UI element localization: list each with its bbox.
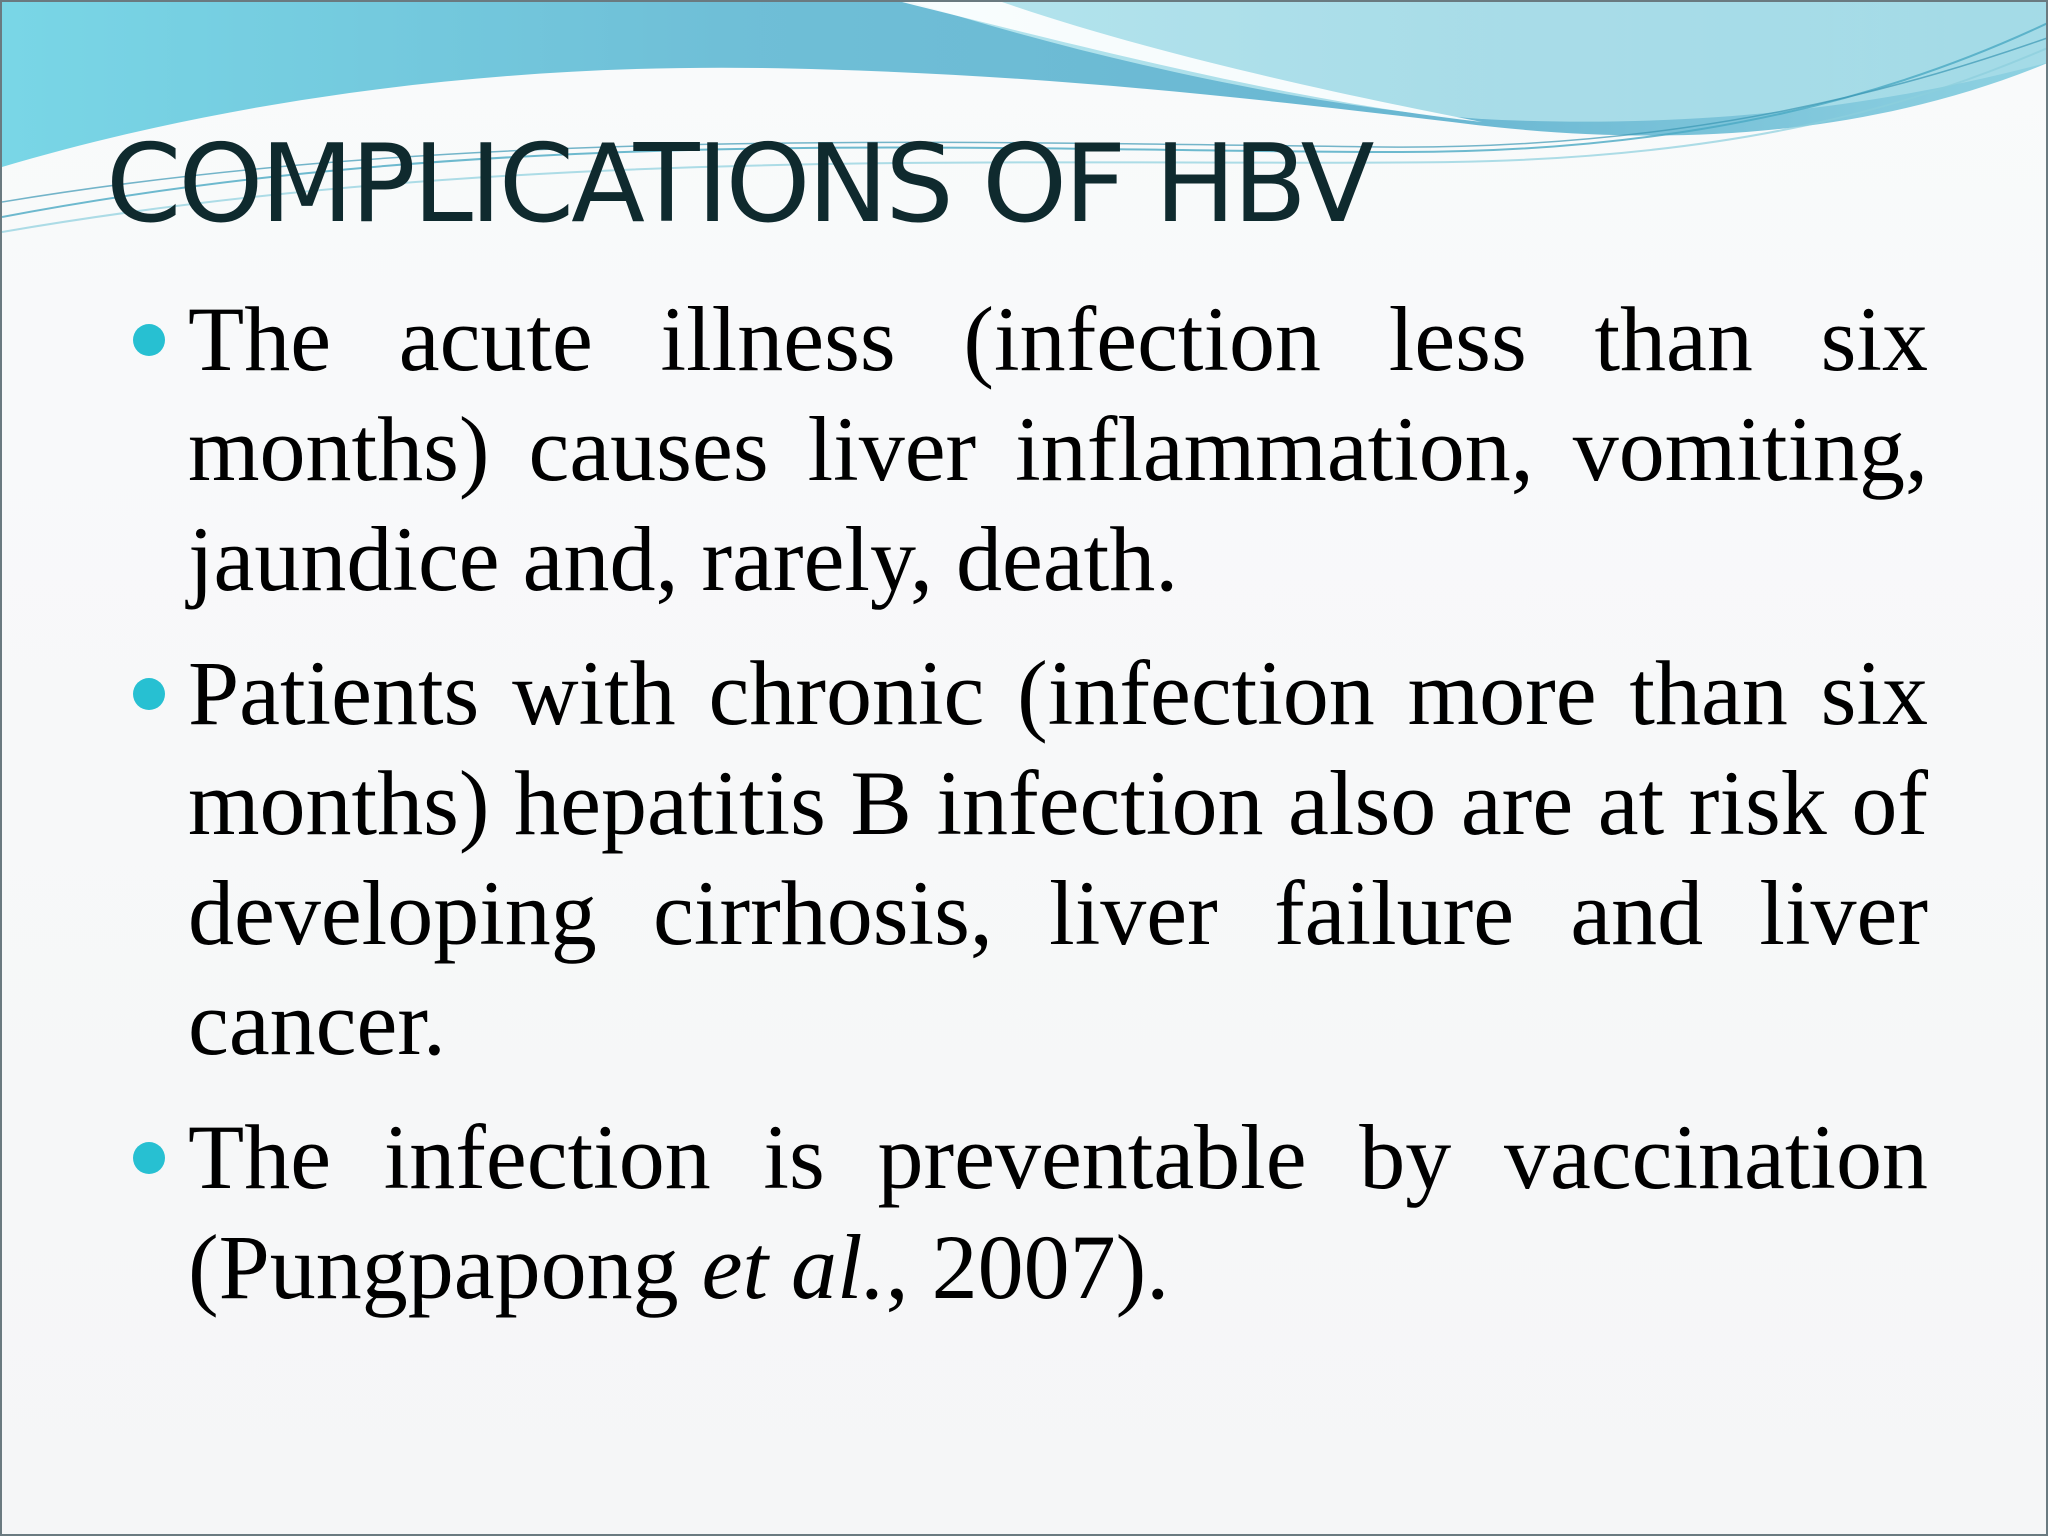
bullet-text: Patients with chronic (infection more than six months) hepatitis B infection also are at risk of developing cirrhosis, liver failure and liver cancer. bbox=[188, 642, 1928, 1074]
bullet-list bbox=[188, 284, 1928, 1346]
bullet-text: The infection is preventable by vaccination (Pungpapong bbox=[188, 1106, 1928, 1318]
citation-et-al: et al. bbox=[701, 1216, 886, 1318]
bullet-icon bbox=[133, 1142, 165, 1174]
bullet-icon bbox=[133, 678, 165, 710]
bullet-item-vaccination bbox=[188, 1102, 1928, 1322]
citation-year: , 2007). bbox=[885, 1216, 1170, 1318]
bullet-text: The acute illness (infection less than six months) causes liver inflammation, vomiting, jaundice and, rarely, death. bbox=[188, 288, 1928, 610]
bullet-icon bbox=[133, 324, 165, 356]
bullet-item-acute-illness bbox=[188, 284, 1928, 614]
slide-title: COMPLICATIONS OF HBV bbox=[106, 122, 1372, 247]
bullet-item-chronic-infection bbox=[188, 638, 1928, 1078]
